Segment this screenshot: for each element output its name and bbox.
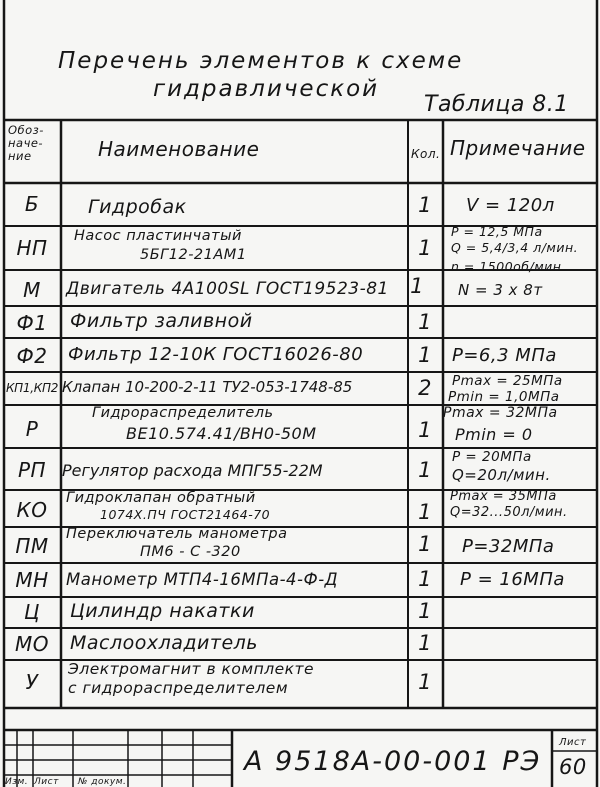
row-name: Фильтр заливной xyxy=(70,310,253,332)
row-note: V = 120л xyxy=(466,195,555,216)
row-qty: 1 xyxy=(418,310,432,334)
row-name: Гидробак xyxy=(88,196,187,218)
row-name: Манометр МТП4-16МПа-4-Ф-Д xyxy=(66,570,339,589)
row-name: Электромагнит в комплекте xyxy=(68,660,315,678)
list-title-line2: гидравлической xyxy=(153,76,380,102)
row-name: с гидрораспределителем xyxy=(68,679,289,697)
row-note: Pmax = 32МПа xyxy=(443,405,558,421)
row-note: Q=32...50л/мин. xyxy=(450,505,568,520)
row-name: 1074Х.ПЧ ГОСТ21464-70 xyxy=(100,507,271,522)
row-name: Клапан 10-200-2-11 ТУ2-053-1748-85 xyxy=(62,378,353,396)
row-name: Фильтр 12-10К ГОСТ16026-80 xyxy=(68,344,364,365)
row-note: Pmax = 25МПа xyxy=(452,373,563,389)
row-qty: 1 xyxy=(410,274,424,298)
row-note: P = 16МПа xyxy=(460,569,565,590)
header-designation: Обоз- наче- ние xyxy=(8,123,44,163)
row-name: Переключатель манометра xyxy=(66,526,288,542)
stamp-col-sheet: Лист xyxy=(34,777,59,787)
row-qty: 1 xyxy=(418,631,432,655)
row-qty: 1 xyxy=(418,418,432,442)
row-name: Гидроклапан обратный xyxy=(66,490,256,506)
row-note: Pmin = 1,0МПа xyxy=(448,389,560,405)
row-qty: 1 xyxy=(418,532,432,556)
row-code: У xyxy=(25,670,39,694)
row-code: КП1,КП2 xyxy=(5,381,59,395)
row-note: Pmax = 35МПа xyxy=(450,489,557,504)
row-name: Цилиндр накатки xyxy=(70,600,255,622)
row-code: Ф1 xyxy=(16,311,48,335)
row-name: Регулятор расхода МПГ55-22М xyxy=(62,461,323,480)
row-note: Q=20л/мин. xyxy=(452,466,551,484)
row-qty: 1 xyxy=(418,567,432,591)
row-name: ПМ6 - С -320 xyxy=(140,544,241,560)
row-code: М xyxy=(23,278,41,302)
row-code: Ц xyxy=(23,600,41,624)
header-name: Наименование xyxy=(98,137,260,161)
row-name: ВЕ10.574.41/ВН0-50М xyxy=(126,424,317,443)
row-note: N = 3 x 8т xyxy=(458,281,543,299)
stamp-col-docnum: № докум. xyxy=(78,777,127,787)
sheet-number: 60 xyxy=(559,755,587,779)
sheet-label: Лист xyxy=(559,737,587,748)
row-code: МО xyxy=(15,632,49,656)
row-name: Двигатель 4А100SL ГОСТ19523-81 xyxy=(66,279,389,299)
row-qty: 1 xyxy=(418,670,432,694)
row-code: Р xyxy=(25,417,39,441)
row-qty: 1 xyxy=(418,193,432,217)
row-note: n = 1500об/мин xyxy=(451,259,562,274)
row-note: P = 12,5 МПа xyxy=(451,224,543,239)
stamp-col-change: Изм. xyxy=(5,777,29,787)
drawing-number: А 9518А-00-001 РЭ xyxy=(244,746,542,777)
row-code: НП xyxy=(16,236,48,260)
header-qty: Кол. xyxy=(411,147,441,161)
row-name: Маслоохладитель xyxy=(70,632,258,654)
row-qty: 1 xyxy=(418,343,432,367)
row-qty: 2 xyxy=(418,376,432,400)
row-code: РП xyxy=(17,458,47,482)
row-note: Q = 5,4/3,4 л/мин. xyxy=(451,240,579,255)
row-qty: 1 xyxy=(418,236,432,260)
row-name: Гидрораспределитель xyxy=(92,405,274,421)
row-code: КО xyxy=(16,498,48,522)
row-qty: 1 xyxy=(418,599,432,623)
row-code: ПМ xyxy=(15,534,49,558)
row-name: 5БГ12-21АМ1 xyxy=(140,247,247,263)
row-code: Ф2 xyxy=(16,344,48,368)
row-note: Pmin = 0 xyxy=(455,425,533,444)
row-qty: 1 xyxy=(418,458,432,482)
row-name: Насос пластинчатый xyxy=(74,228,242,244)
row-code: Б xyxy=(24,192,40,216)
row-code: МН xyxy=(15,568,49,592)
header-note: Примечание xyxy=(450,136,586,160)
row-qty: 1 xyxy=(418,500,432,524)
row-note: P=32МПа xyxy=(462,536,555,557)
table-number: Таблица 8.1 xyxy=(424,92,569,117)
row-note: P = 20МПа xyxy=(452,449,532,465)
list-title-line1: Перечень элементов к схеме xyxy=(58,48,464,74)
row-note: P=6,3 МПа xyxy=(452,345,557,366)
